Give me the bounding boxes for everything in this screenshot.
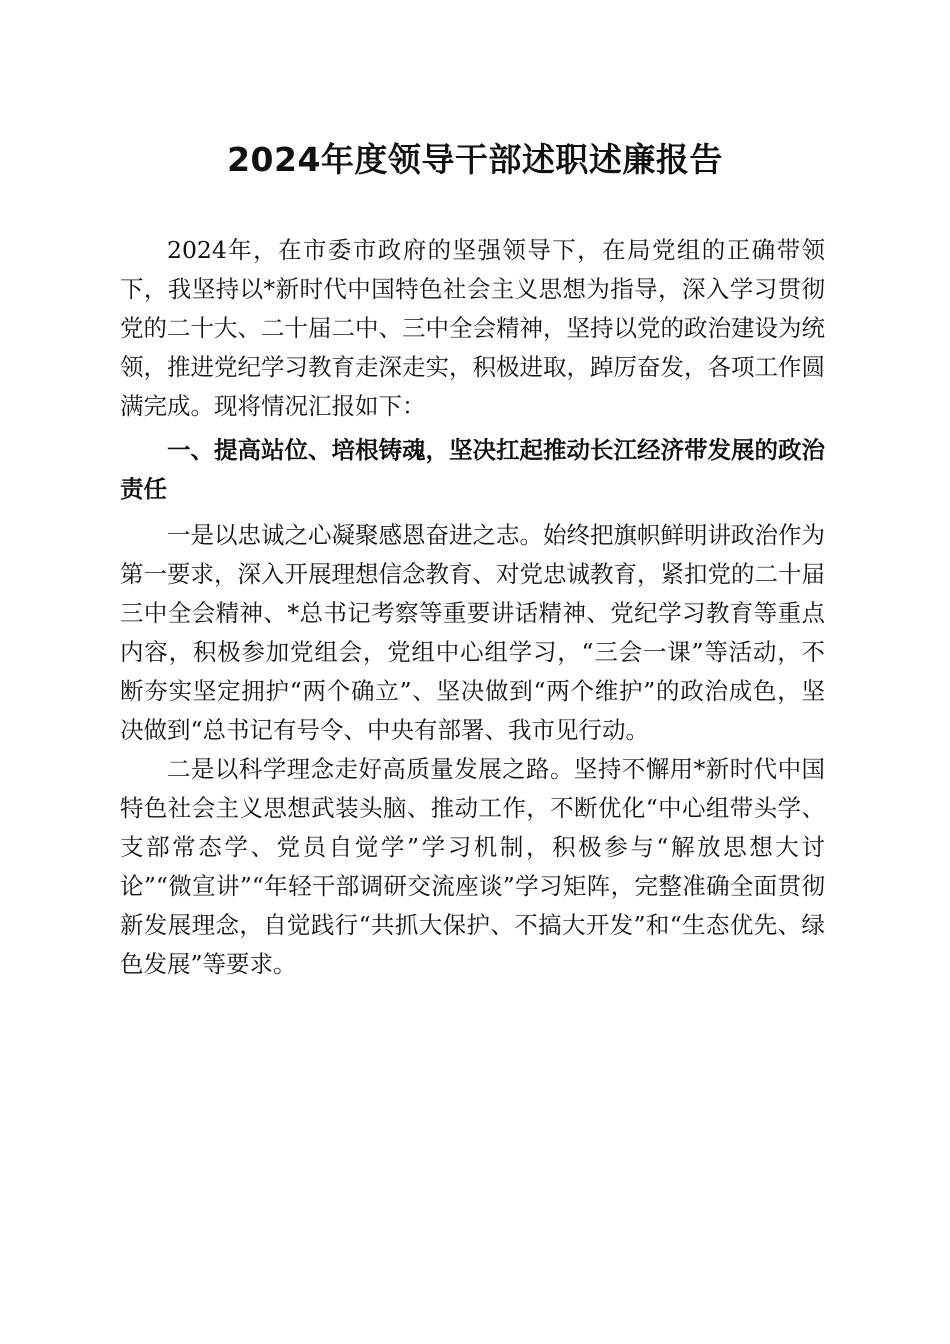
point-paragraph-1 (120, 516, 825, 750)
intro-paragraph: 2024年，在市委市政府的坚强领导下，在局党组的正确带领下，我坚持以*新时代中国特色社会主义思想为指导，深入学习贯彻党的二十大、二十届二中、三中全会精神，坚持以党的政治建设为统领，推进党纪学习教育走深走实，积极进取，踔厉奋发，各项工作圆满完成。现将情况汇报如下： (120, 236, 825, 420)
document-body (120, 231, 825, 984)
point-paragraph-2 (120, 750, 825, 984)
document-title: 2024年度领导干部述职述廉报告 (227, 140, 723, 179)
point-lead-1: 一是以忠诚之心凝聚感恩奋进之志。 (167, 521, 543, 549)
point-text-2: 坚持不懈用*新时代中国特色社会主义思想武装头脑、推动工作，不断优化“中心组带头学、支部常态学、党员自觉学”学习机制，积极参与“解放思想大讨论”“微宣讲”“年轻干部调研交流座谈”学习矩阵，完整准确全面贯彻新发展理念，自觉践行“共抓大保护、不搞大开发”和“生态优先、绿色发展”等要求。 (120, 755, 826, 978)
section-heading-1: 一、提高站位、培根铸魂，坚决扛起推动长江经济带发展的政治责任 (120, 436, 825, 503)
point-text-1: 始终把旗帜鲜明讲政治作为第一要求，深入开展理想信念教育、对党忠诚教育，紧扣党的二十届三中全会精神、*总书记考察等重要讲话精神、党纪学习教育等重点内容，积极参加党组会，党组中心组学习，“三会一课”等活动，不断夯实坚定拥护“两个确立”、坚决做到“两个维护”的政治成色，坚决做到“总书记有号令、中央有部署、我市见行动。 (120, 521, 825, 744)
point-lead-2: 二是以科学理念走好高质量发展之路。 (167, 755, 574, 783)
